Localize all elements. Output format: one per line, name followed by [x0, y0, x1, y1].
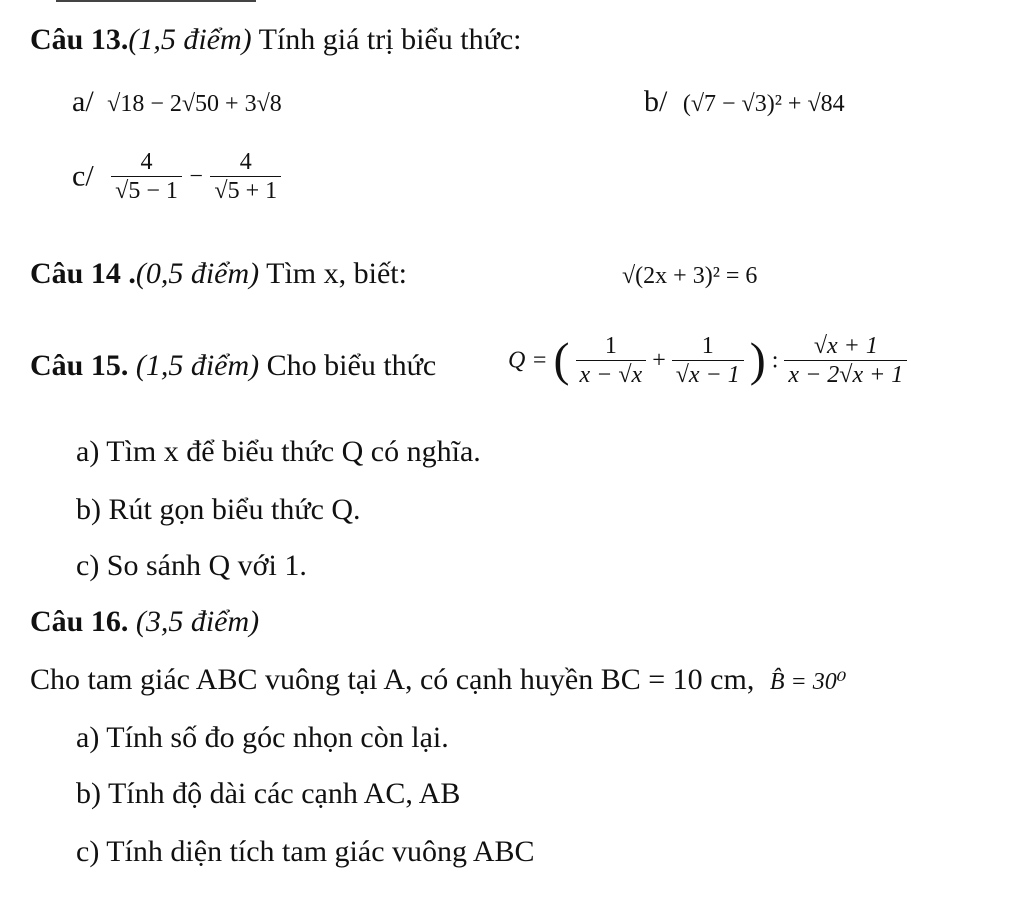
question-13a-label: a/: [72, 85, 94, 118]
q15-fraction-2-denominator: √x − 1: [675, 362, 740, 388]
question-14-points: (0,5 điểm): [135, 257, 260, 290]
q15-fraction-2-numerator: 1: [672, 332, 744, 361]
question-13a: [72, 84, 282, 120]
q15-fraction-1-numerator: 1: [576, 332, 647, 361]
question-16-item-b: b) Tính độ dài các cạnh AC, AB: [76, 777, 461, 810]
question-14-heading: [30, 256, 407, 292]
question-13c-fraction-1: [111, 148, 182, 205]
question-16-item-a: a) Tính số đo góc nhọn còn lại.: [76, 721, 449, 754]
division-colon: :: [771, 347, 779, 374]
fraction-2-numerator: 4: [210, 148, 281, 177]
question-13-heading: [30, 22, 522, 58]
question-16-statement-text: Cho tam giác ABC vuông tại A, có cạnh huyền BC = 10 cm,: [30, 663, 755, 696]
question-13c: [72, 148, 281, 205]
question-16-statement: [30, 662, 846, 698]
question-15-expression: [508, 332, 907, 389]
question-13-points: (1,5 điểm): [128, 23, 252, 56]
minus-sign: −: [189, 163, 203, 190]
question-15-prompt: Cho biểu thức: [266, 349, 437, 382]
question-16-angle: B̂ = 30⁰: [769, 669, 847, 695]
top-rule: [56, 0, 256, 2]
right-paren: ): [749, 333, 766, 387]
q15-fraction-1: [576, 332, 647, 389]
q15-fraction-3-numerator: √x + 1: [784, 332, 907, 361]
question-13b-label: b/: [644, 85, 668, 118]
q15-fraction-1-denominator: x − √x: [579, 362, 643, 388]
q15-fraction-3: [784, 332, 907, 389]
question-14-prompt: Tìm x, biết:: [266, 257, 407, 290]
question-16-heading: [30, 604, 259, 640]
question-16-title: Câu 16.: [30, 605, 129, 638]
question-16-points: (3,5 điểm): [135, 605, 260, 638]
question-15-points: (1,5 điểm): [135, 349, 260, 382]
question-13b: [644, 84, 845, 120]
question-16-item-c: c) Tính diện tích tam giác vuông ABC: [76, 835, 535, 868]
q-prefix: Q =: [508, 347, 548, 374]
question-15-item-c: c) So sánh Q với 1.: [76, 549, 307, 582]
fraction-1-denominator: √5 − 1: [115, 178, 178, 204]
left-paren: (: [553, 333, 570, 387]
question-13-title: Câu 13.: [30, 23, 129, 56]
q15-fraction-3-denominator: x − 2√x + 1: [788, 362, 904, 388]
question-13a-expression: √18 − 2√50 + 3√8: [107, 91, 282, 117]
question-13b-expression: (√7 − √3)² + √84: [682, 91, 845, 117]
q15-fraction-2: [672, 332, 744, 389]
question-14-equation: √(2x + 3)² = 6: [622, 263, 758, 289]
question-13c-label: c/: [72, 159, 94, 193]
fraction-1-numerator: 4: [111, 148, 182, 177]
question-15-title: Câu 15.: [30, 349, 129, 382]
question-15-item-a: a) Tìm x để biểu thức Q có nghĩa.: [76, 435, 481, 468]
question-13c-fraction-2: [210, 148, 281, 205]
question-14-title: Câu 14 .: [30, 257, 136, 290]
question-13-prompt: Tính giá trị biểu thức:: [258, 23, 522, 56]
question-15-heading: [30, 348, 436, 384]
question-15-item-b: b) Rút gọn biểu thức Q.: [76, 493, 361, 526]
fraction-2-denominator: √5 + 1: [214, 178, 278, 204]
plus-sign: +: [652, 347, 666, 374]
